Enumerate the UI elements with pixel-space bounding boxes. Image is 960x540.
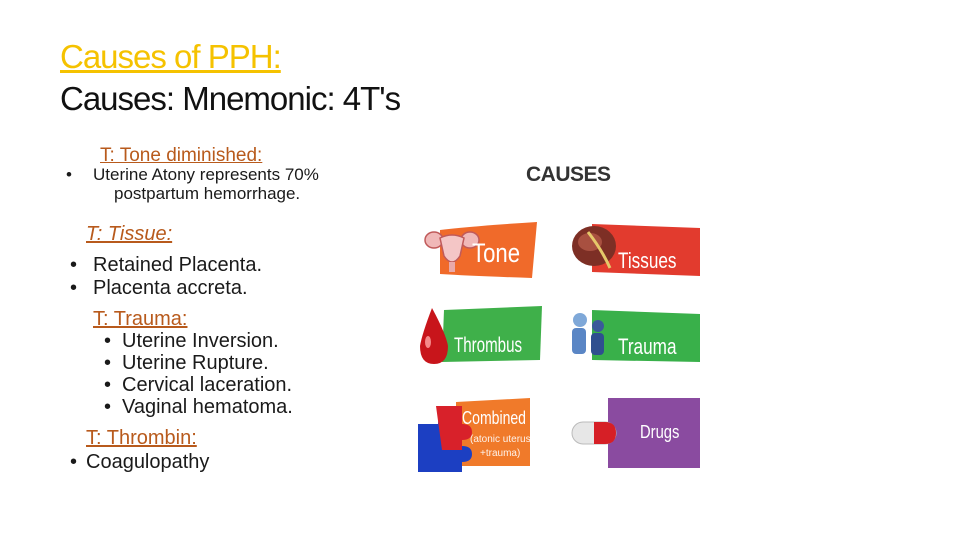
bullet-icon: • (104, 396, 112, 418)
bullet-icon: • (70, 451, 78, 473)
tile-label-combined: Combined (462, 408, 526, 428)
tissue-item-2: Placenta accreta. (93, 277, 248, 299)
tile-label-trauma: Trauma (618, 334, 677, 359)
bullet-icon: • (104, 374, 112, 396)
causes-graphic-heading: CAUSES (526, 163, 611, 186)
tile-label-tissues: Tissues (618, 248, 677, 273)
slide-subtitle: Causes: Mnemonic: 4T's (60, 80, 401, 117)
causes-graphic (412, 210, 702, 472)
trauma-item-3: Cervical laceration. (122, 374, 293, 396)
thrombin-item-1: Coagulopathy (86, 451, 210, 473)
bullet-icon: • (66, 165, 72, 184)
tissue-item-1: Retained Placenta. (93, 254, 263, 276)
tone-heading: T: Tone diminished: (100, 145, 263, 166)
tile-label-combined-sub1: (atonic uterus (470, 434, 531, 445)
bullet-icon: • (70, 254, 78, 276)
tile-label-combined-sub2: +trauma) (480, 448, 521, 459)
slide-title: Causes of PPH: (60, 38, 281, 75)
pill-icon (572, 422, 616, 444)
tone-bullet-text: Uterine Atony represents 70% (93, 165, 319, 184)
tone-bullet-continuation: postpartum hemorrhage. (114, 184, 301, 203)
trauma-item-1: Uterine Inversion. (122, 330, 279, 352)
tile-label-tone: Tone (472, 238, 521, 268)
trauma-item-2: Uterine Rupture. (122, 352, 269, 374)
trauma-heading: T: Trauma: (93, 308, 188, 330)
tile-drugs (572, 398, 700, 468)
tile-label-thrombus: Thrombus (454, 334, 523, 357)
tile-label-drugs: Drugs (640, 422, 680, 442)
bullet-icon: • (104, 352, 112, 374)
trauma-item-4: Vaginal hematoma. (122, 396, 293, 418)
bullet-icon: • (70, 277, 78, 299)
bullet-icon: • (104, 330, 112, 352)
thrombin-heading: T: Thrombin: (86, 427, 197, 449)
tissue-heading: T: Tissue: (86, 223, 173, 245)
